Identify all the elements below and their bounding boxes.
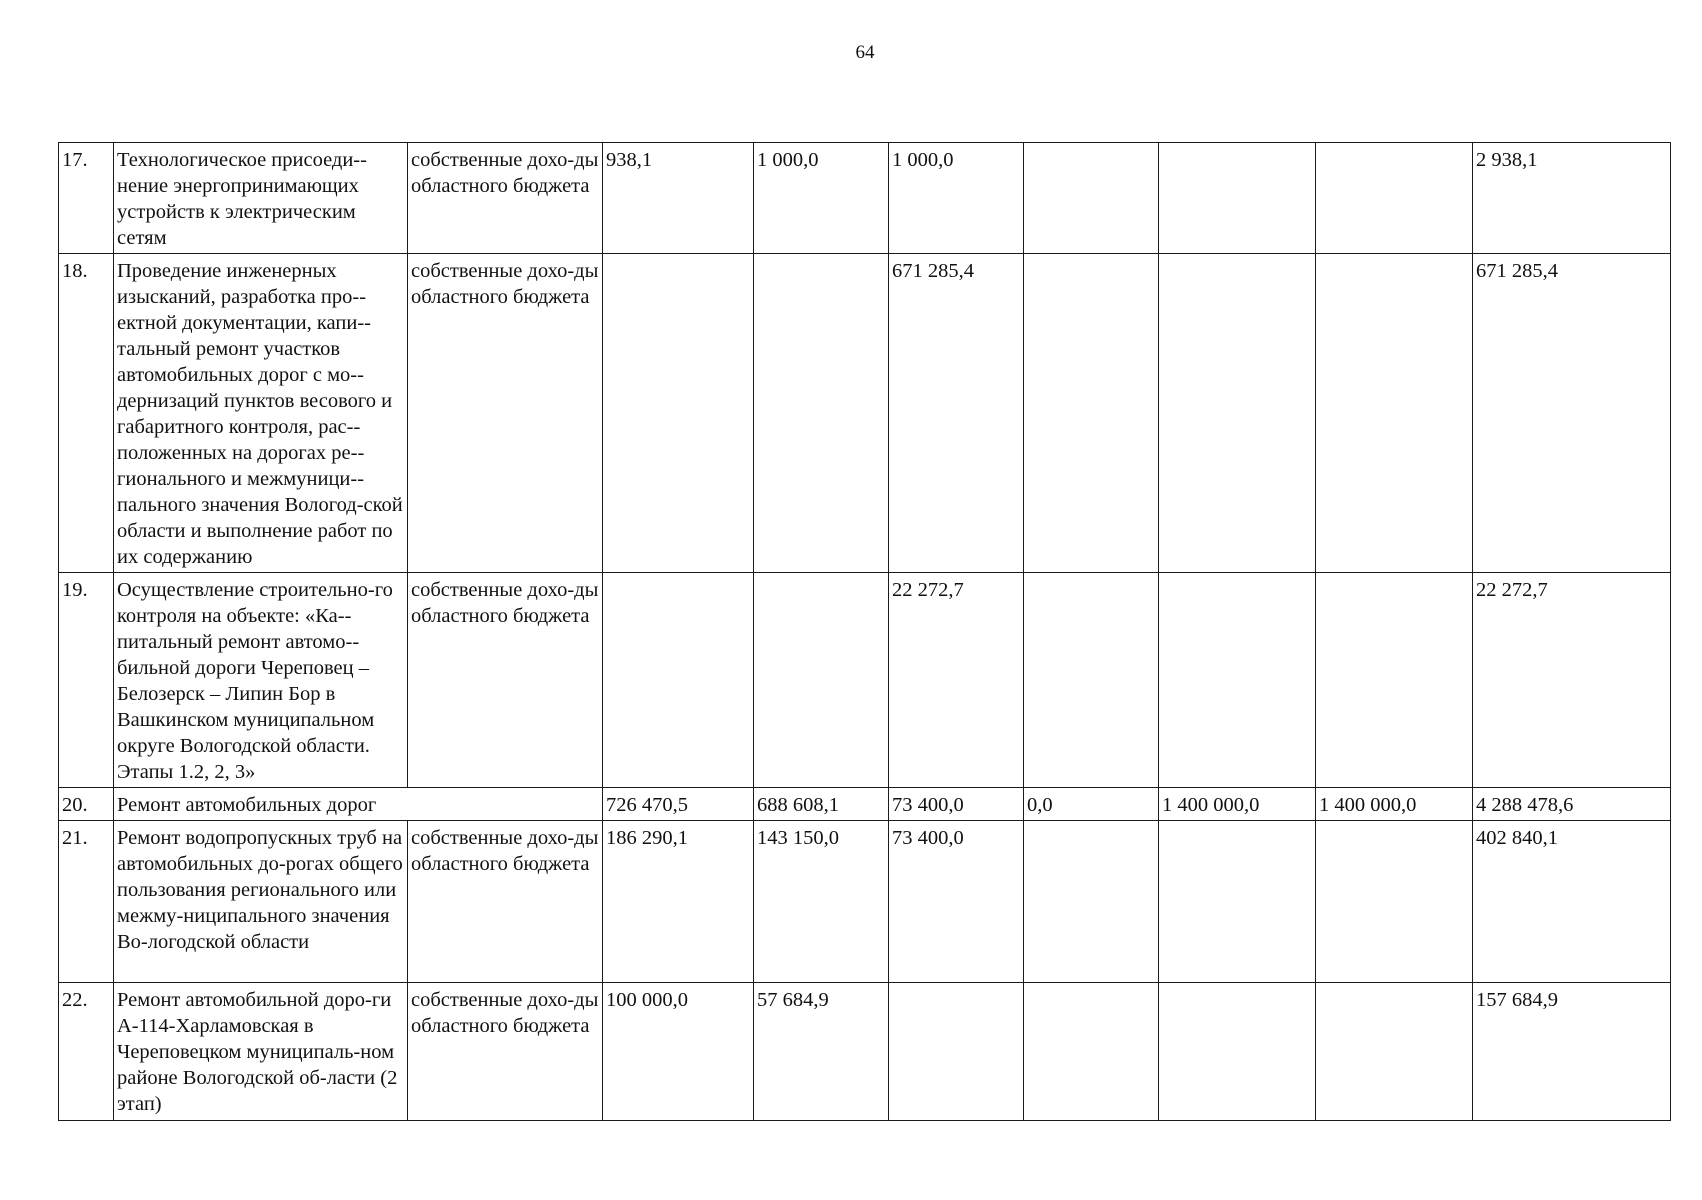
value-cell: 186 290,1 bbox=[603, 821, 754, 983]
value-cell: 938,1 bbox=[603, 143, 754, 254]
value-cell bbox=[754, 573, 889, 788]
total-cell: 671 285,4 bbox=[1473, 254, 1671, 573]
value-cell: 1 000,0 bbox=[754, 143, 889, 254]
row-number: 22. bbox=[59, 983, 114, 1121]
value-cell: 726 470,5 bbox=[603, 788, 754, 821]
value-cell bbox=[1159, 983, 1316, 1121]
total-cell: 402 840,1 bbox=[1473, 821, 1671, 983]
row-number: 19. bbox=[59, 573, 114, 788]
value-cell: 0,0 bbox=[1024, 788, 1159, 821]
value-cell bbox=[1316, 983, 1473, 1121]
value-cell: 100 000,0 bbox=[603, 983, 754, 1121]
value-cell bbox=[1024, 143, 1159, 254]
row-number: 20. bbox=[59, 788, 114, 821]
row-number: 21. bbox=[59, 821, 114, 983]
value-cell bbox=[1316, 143, 1473, 254]
budget-table bbox=[58, 142, 1671, 1121]
activity-name: Ремонт водопропускных труб на автомобильных до-рогах общего пользования регионального или межму-ниципального значения Во-логодской области bbox=[114, 821, 408, 983]
value-cell: 671 285,4 bbox=[889, 254, 1024, 573]
funding-source: собственные дохо-ды областного бюджета bbox=[408, 143, 603, 254]
value-cell bbox=[1316, 821, 1473, 983]
activity-name: Ремонт автомобильных дорог bbox=[114, 788, 603, 821]
value-cell: 1 000,0 bbox=[889, 143, 1024, 254]
funding-source: собственные дохо-ды областного бюджета bbox=[408, 573, 603, 788]
value-cell bbox=[889, 983, 1024, 1121]
row-number: 18. bbox=[59, 254, 114, 573]
value-cell: 143 150,0 bbox=[754, 821, 889, 983]
table-row bbox=[59, 983, 1671, 1121]
value-cell bbox=[754, 254, 889, 573]
row-number: 17. bbox=[59, 143, 114, 254]
value-cell: 57 684,9 bbox=[754, 983, 889, 1121]
value-cell bbox=[1024, 983, 1159, 1121]
value-cell bbox=[1024, 573, 1159, 788]
table-row bbox=[59, 788, 1671, 821]
value-cell: 73 400,0 bbox=[889, 821, 1024, 983]
value-cell bbox=[1159, 143, 1316, 254]
table-row bbox=[59, 143, 1671, 254]
value-cell bbox=[1316, 573, 1473, 788]
table-row bbox=[59, 821, 1671, 983]
value-cell: 73 400,0 bbox=[889, 788, 1024, 821]
table-row bbox=[59, 573, 1671, 788]
value-cell bbox=[1024, 254, 1159, 573]
value-cell: 688 608,1 bbox=[754, 788, 889, 821]
value-cell bbox=[1159, 573, 1316, 788]
value-cell bbox=[603, 254, 754, 573]
total-cell: 22 272,7 bbox=[1473, 573, 1671, 788]
funding-source: собственные дохо-ды областного бюджета bbox=[408, 821, 603, 983]
total-cell: 2 938,1 bbox=[1473, 143, 1671, 254]
table-row bbox=[59, 254, 1671, 573]
value-cell: 1 400 000,0 bbox=[1316, 788, 1473, 821]
funding-source: собственные дохо-ды областного бюджета bbox=[408, 254, 603, 573]
funding-source: собственные дохо-ды областного бюджета bbox=[408, 983, 603, 1121]
value-cell: 1 400 000,0 bbox=[1159, 788, 1316, 821]
activity-name: Проведение инженерных изысканий, разработка про-ектной документации, капи-тальный ремонт участков автомобильных дорог с мо-дернизаций пунктов весового и габаритного контроля, рас-положенных на дорогах ре-гионального и межмуници-пального значения Вологод-ской области и выполнение работ по их содержанию bbox=[114, 254, 408, 573]
activity-name: Ремонт автомобильной доро-ги А-114-Харламовская в Череповецком муниципаль-ном районе Вологодской об-ласти (2 этап) bbox=[114, 983, 408, 1121]
value-cell bbox=[1024, 821, 1159, 983]
value-cell: 22 272,7 bbox=[889, 573, 1024, 788]
page-number: 64 bbox=[855, 42, 875, 63]
total-cell: 4 288 478,6 bbox=[1473, 788, 1671, 821]
activity-name: Технологическое присоеди-нение энергопринимающих устройств к электрическим сетям bbox=[114, 143, 408, 254]
total-cell: 157 684,9 bbox=[1473, 983, 1671, 1121]
value-cell bbox=[1159, 254, 1316, 573]
value-cell bbox=[1316, 254, 1473, 573]
activity-name: Осуществление строительно-го контроля на объекте: «Ка-питальный ремонт автомо-бильной дороги Череповец – Белозерск – Липин Бор в Вашкинском муниципальном округе Вологодской области. Этапы 1.2, 2, 3» bbox=[114, 573, 408, 788]
value-cell bbox=[1159, 821, 1316, 983]
value-cell bbox=[603, 573, 754, 788]
